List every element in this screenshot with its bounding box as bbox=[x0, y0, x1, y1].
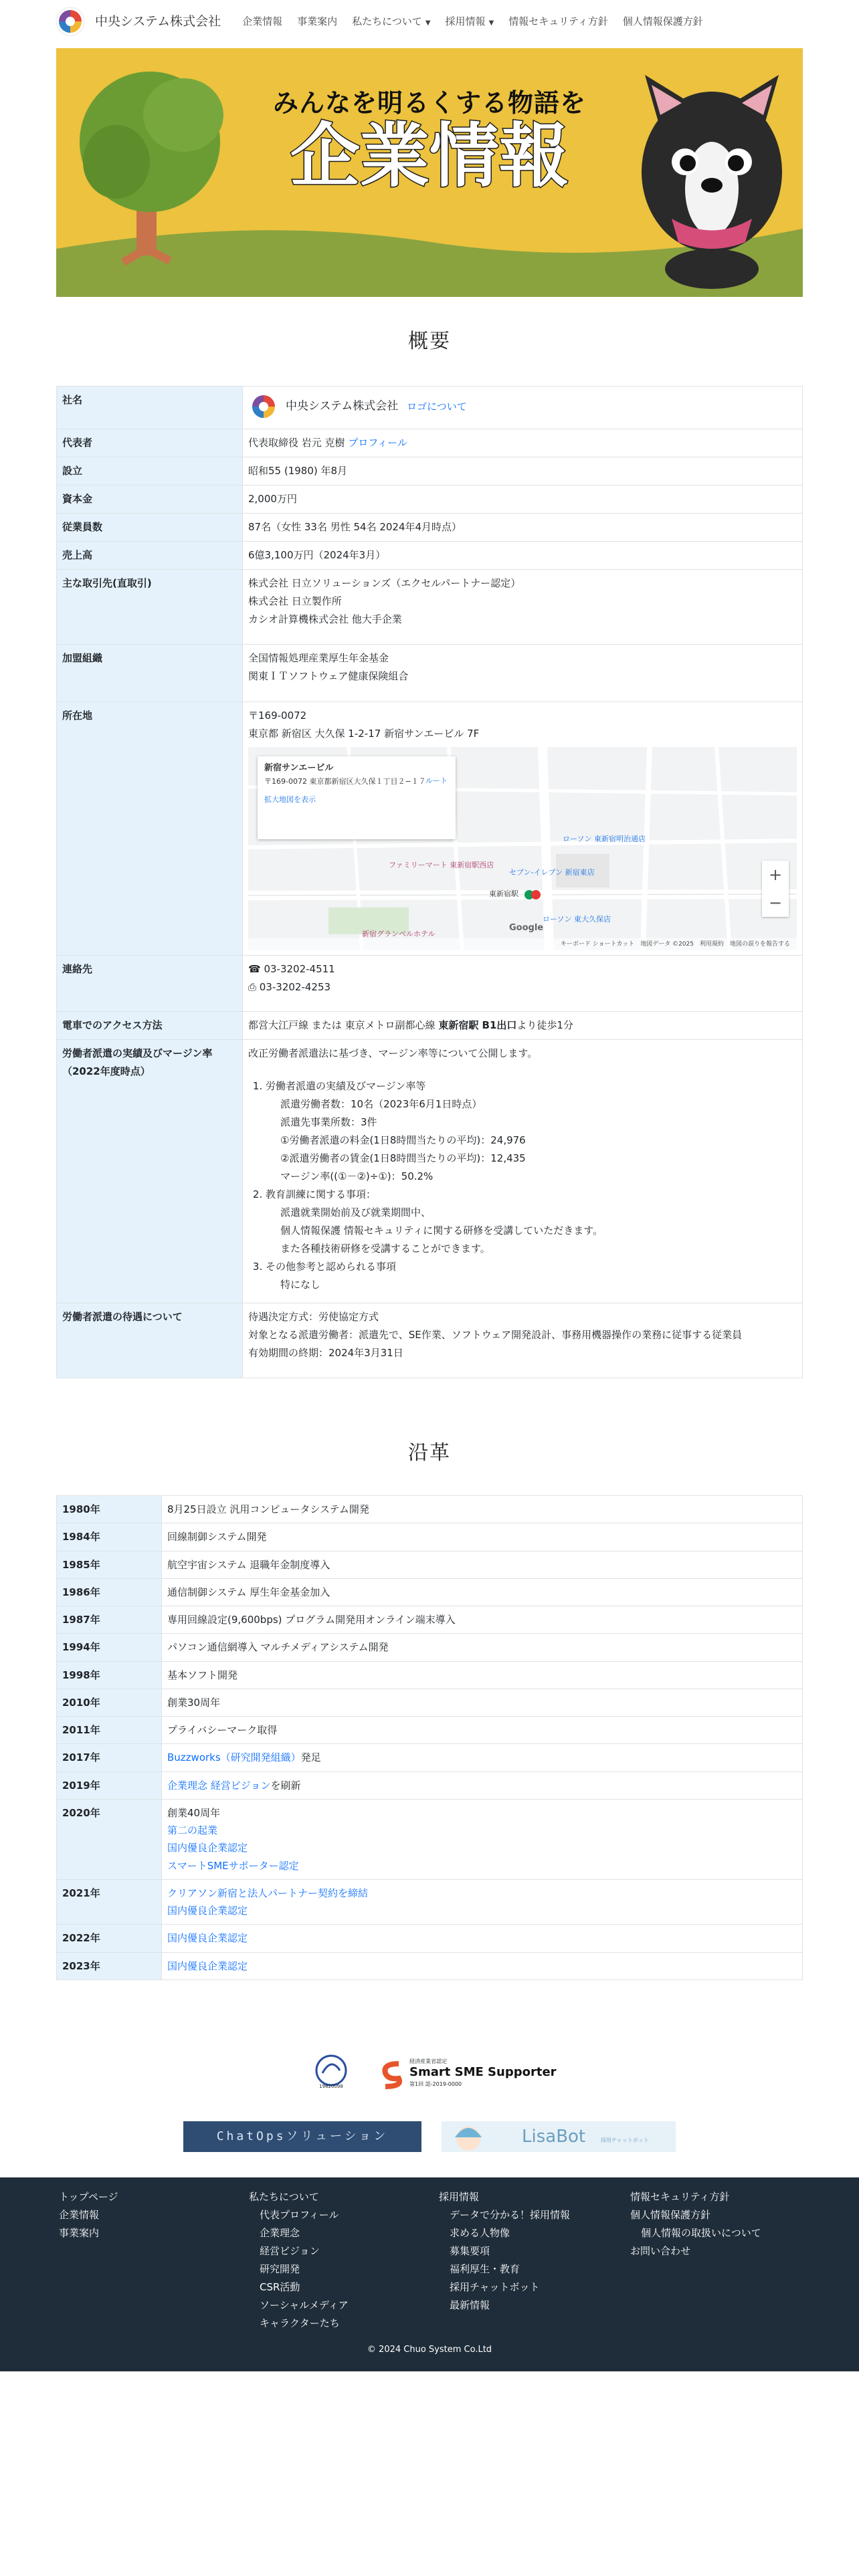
history-item bbox=[167, 1777, 797, 1794]
row-label: 設立 bbox=[57, 457, 243, 486]
sme-sub-text: 第1回 認-2019-0000 bbox=[409, 2081, 462, 2087]
history-row bbox=[57, 1925, 803, 1952]
footer-link[interactable]: 研究開発 bbox=[260, 2263, 300, 2275]
history-year: 1994年 bbox=[57, 1634, 162, 1661]
map-label bbox=[389, 861, 494, 870]
treatment-line: 待遇決定方式：労使協定方式 bbox=[248, 1311, 379, 1323]
footer-link[interactable]: 経営ビジョン bbox=[260, 2245, 320, 2257]
history-row bbox=[57, 1772, 803, 1799]
history-row bbox=[57, 1689, 803, 1716]
history-body bbox=[57, 1496, 803, 1980]
nav-business[interactable] bbox=[297, 13, 337, 31]
map-attribution[interactable]: キーボード ショートカット 地図データ ©2025 利用規約 地図の誤りを報告する bbox=[248, 938, 797, 950]
list-head: 教育訓練に関する事項： bbox=[266, 1188, 377, 1200]
row-value: 6億3,100万円（2024年3月） bbox=[243, 542, 803, 570]
row-label: 労働者派遣の待遇について bbox=[57, 1303, 243, 1378]
list-line: 派遣労働者数：10名（2023年6月1日時点） bbox=[280, 1098, 482, 1110]
lisabot-character-icon bbox=[448, 2121, 488, 2152]
lisabot-title: LisaBot bbox=[522, 2127, 586, 2147]
footer-col-1 bbox=[59, 2188, 118, 2242]
nav-label: 情報セキュリティ方針 bbox=[508, 15, 608, 27]
caret-down-icon: ▼ bbox=[425, 19, 431, 27]
history-year: 1986年 bbox=[57, 1578, 162, 1606]
footer-col-2 bbox=[249, 2188, 349, 2333]
table-row bbox=[57, 486, 803, 514]
profile-link[interactable]: プロフィール bbox=[348, 437, 407, 449]
history-link[interactable]: 企業理念 経営ビジョン bbox=[167, 1779, 271, 1792]
history-event bbox=[162, 1661, 803, 1689]
table-row bbox=[57, 1303, 803, 1378]
history-text: パソコン通信網導入 マルチメディアシステム開発 bbox=[167, 1641, 389, 1654]
history-table bbox=[56, 1495, 803, 1980]
history-event bbox=[162, 1799, 803, 1879]
nav-label: 採用情報 bbox=[445, 15, 486, 27]
table-row bbox=[57, 387, 803, 429]
list-line: また各種技術研修を受講することができます。 bbox=[280, 1243, 490, 1255]
row-value bbox=[243, 1303, 803, 1378]
privacy-mark-badge[interactable] bbox=[310, 2053, 352, 2095]
service-banners bbox=[0, 2121, 859, 2153]
history-item bbox=[167, 1638, 797, 1656]
table-row bbox=[57, 1040, 803, 1303]
lisabot-banner[interactable] bbox=[442, 2121, 676, 2152]
history-year: 1980年 bbox=[57, 1496, 162, 1523]
hero-title-text: 企業情報 bbox=[290, 115, 569, 197]
company-logo-icon bbox=[248, 391, 279, 422]
history-event bbox=[162, 1717, 803, 1744]
map-label: 新宿グランベルホテル bbox=[362, 930, 436, 938]
history-item bbox=[167, 1721, 797, 1739]
footer-link[interactable]: 採用チャットボット bbox=[450, 2281, 540, 2293]
history-year: 2019年 bbox=[57, 1772, 162, 1799]
history-link[interactable]: 国内優良企業認定 bbox=[167, 1842, 248, 1854]
history-row bbox=[57, 1717, 803, 1744]
nav-recruit-dropdown[interactable] bbox=[446, 13, 494, 31]
history-text: 回線制御システム開発 bbox=[167, 1531, 267, 1543]
history-text: 創業30周年 bbox=[167, 1696, 221, 1709]
history-link[interactable]: Buzzworks（研究開発組織） bbox=[167, 1751, 301, 1764]
hero-title bbox=[56, 115, 803, 197]
history-year: 2017年 bbox=[57, 1744, 162, 1772]
history-text: 通信制御システム 厚生年金基金加入 bbox=[167, 1586, 330, 1598]
company-name: 中央システム株式会社 bbox=[286, 399, 399, 413]
row-label: 代表者 bbox=[57, 429, 243, 457]
history-year: 1987年 bbox=[57, 1606, 162, 1634]
history-item bbox=[167, 1839, 797, 1856]
history-year: 2010年 bbox=[57, 1689, 162, 1716]
row-value: 昭和55 (1980) 年8月 bbox=[243, 457, 803, 486]
org-item: 関東ＩＴソフトウェア健康保険組合 bbox=[248, 670, 409, 682]
history-event bbox=[162, 1578, 803, 1606]
nav-company-info[interactable] bbox=[242, 13, 282, 31]
logo-about-link[interactable]: ロゴについて bbox=[407, 400, 467, 413]
history-link[interactable]: クリアソン新宿と法人パートナー契約を締結 bbox=[167, 1887, 369, 1899]
history-item bbox=[167, 1957, 797, 1975]
history-row bbox=[57, 1606, 803, 1634]
row-label: 社名 bbox=[57, 387, 243, 429]
access-station: 東新宿駅 B1出口 bbox=[438, 1019, 517, 1031]
org-item: 全国情報処理産業厚生年金基金 bbox=[248, 652, 389, 664]
list-item bbox=[266, 1258, 797, 1294]
sme-small-text: 経済産業省認定 bbox=[409, 2058, 447, 2064]
footer-link[interactable]: 福利厚生・教育 bbox=[450, 2263, 520, 2275]
history-year: 1998年 bbox=[57, 1661, 162, 1689]
map-label: ローソン 東大久保店 bbox=[543, 915, 611, 924]
history-link[interactable]: スマートSMEサポーター認定 bbox=[167, 1859, 299, 1872]
history-item bbox=[167, 1667, 797, 1684]
table-row bbox=[57, 514, 803, 542]
history-row bbox=[57, 1634, 803, 1661]
list-line: ②派遣労働者の賃金(1日8時間当たりの平均)：12,435 bbox=[280, 1152, 526, 1164]
history-item bbox=[167, 1749, 797, 1766]
certification-badges bbox=[0, 2052, 859, 2096]
row-value bbox=[243, 570, 803, 645]
history-event bbox=[162, 1689, 803, 1716]
overview-heading: 概要 bbox=[408, 330, 451, 353]
nav-privacy-policy[interactable] bbox=[623, 13, 703, 31]
fax-line bbox=[248, 978, 797, 996]
access-text: 都営大江戸線 または 東京メトロ副都心線 bbox=[248, 1019, 439, 1031]
table-row bbox=[57, 645, 803, 702]
history-year: 2023年 bbox=[57, 1952, 162, 1979]
history-event bbox=[162, 1744, 803, 1772]
row-label: 従業員数 bbox=[57, 514, 243, 542]
list-item bbox=[266, 1077, 797, 1186]
row-value bbox=[243, 645, 803, 702]
postal-code: 〒169-0072 bbox=[248, 710, 307, 722]
map-enlarge-link[interactable]: 拡大地図を表示 bbox=[264, 795, 316, 804]
footer-col-4 bbox=[630, 2188, 761, 2260]
history-event bbox=[162, 1496, 803, 1523]
history-link[interactable]: 第二の起業 bbox=[167, 1824, 218, 1836]
list-line: 特になし bbox=[280, 1279, 321, 1291]
treatment-line: 対象となる派遣労働者：派遣先で、SE作業、ソフトウェア開発設計、事務用機器操作の業務に従事する従業員 bbox=[248, 1329, 743, 1341]
company-name-cell bbox=[243, 387, 803, 429]
table-row bbox=[57, 542, 803, 570]
row-label: 主な取引先(直取引) bbox=[57, 570, 243, 645]
map-label: ローソン 東新宿明治通店 bbox=[563, 835, 646, 843]
history-event bbox=[162, 1879, 803, 1925]
nav-label: 企業情報 bbox=[242, 15, 283, 27]
footer-link[interactable]: 企業理念 bbox=[260, 2227, 300, 2239]
footer-link-recruit[interactable]: 採用情報 bbox=[439, 2191, 480, 2203]
footer-link[interactable]: ソーシャルメディア bbox=[260, 2299, 349, 2311]
list-item bbox=[266, 1186, 797, 1258]
footer-col-3 bbox=[439, 2188, 570, 2315]
row-value: 87名（女性 33名 男性 54名 2024年4月時点） bbox=[243, 514, 803, 542]
history-item bbox=[167, 1528, 797, 1545]
client-item: 株式会社 日立製作所 bbox=[248, 595, 342, 607]
history-year: 1984年 bbox=[57, 1523, 162, 1551]
row-value bbox=[243, 956, 803, 1012]
footer-link[interactable]: 求める人物像 bbox=[450, 2227, 510, 2239]
footer-link-security[interactable]: 情報セキュリティ方針 bbox=[630, 2191, 730, 2203]
history-item bbox=[167, 1584, 797, 1601]
history-row bbox=[57, 1551, 803, 1578]
sme-title: Smart SME Supporter bbox=[409, 2065, 557, 2079]
history-text: 発足 bbox=[300, 1751, 321, 1764]
row-value bbox=[243, 1040, 803, 1303]
history-item bbox=[167, 1929, 797, 1947]
list-head: 労働者派遣の実績及びマージン率等 bbox=[266, 1080, 426, 1092]
google-logo: Google bbox=[509, 922, 544, 933]
history-year: 1985年 bbox=[57, 1551, 162, 1578]
history-year: 2020年 bbox=[57, 1799, 162, 1879]
map-place-address: 〒169-0072 東京都新宿区大久保１丁目２−１７ bbox=[264, 776, 426, 786]
history-item bbox=[167, 1804, 797, 1822]
map-label: セブン-イレブン 新宿東店 bbox=[509, 868, 595, 877]
chatops-banner[interactable]: ChatOpsソリューション bbox=[183, 2121, 421, 2152]
history-row bbox=[57, 1744, 803, 1772]
history-text: 基本ソフト開発 bbox=[167, 1669, 238, 1681]
nav-about-dropdown[interactable] bbox=[352, 13, 430, 31]
history-item bbox=[167, 1501, 797, 1518]
history-text: 創業40周年 bbox=[167, 1806, 221, 1819]
row-label: 加盟組織 bbox=[57, 645, 243, 702]
history-event bbox=[162, 1634, 803, 1661]
row-value bbox=[243, 702, 803, 956]
list-line: ①労働者派遣の料金(1日8時間当たりの平均)：24,976 bbox=[280, 1134, 526, 1146]
history-heading: 沿革 bbox=[408, 1441, 451, 1465]
map-place-name: 新宿サンエービル bbox=[264, 763, 334, 773]
table-row bbox=[57, 570, 803, 645]
overview-table bbox=[56, 386, 803, 1378]
row-label: 連絡先 bbox=[57, 956, 243, 1012]
site-footer bbox=[0, 2177, 859, 2371]
address-line: 東京都 新宿区 大久保 1-2-17 新宿サンエービル 7F bbox=[248, 728, 480, 740]
history-row bbox=[57, 1661, 803, 1689]
row-label: 資本金 bbox=[57, 486, 243, 514]
history-row bbox=[57, 1799, 803, 1879]
history-item bbox=[167, 1822, 797, 1839]
table-row bbox=[57, 1012, 803, 1040]
history-event bbox=[162, 1523, 803, 1551]
list-line: 個人情報保護 情報セキュリティに関する研修を受講していただきます。 bbox=[280, 1224, 603, 1237]
history-link[interactable]: 国内優良企業認定 bbox=[167, 1959, 248, 1972]
brand-link[interactable] bbox=[55, 6, 221, 37]
history-event bbox=[162, 1925, 803, 1952]
fax-icon: ⎙ bbox=[248, 981, 260, 993]
map-route-button[interactable]: ルート bbox=[425, 776, 448, 785]
row-label: 電車でのアクセス方法 bbox=[57, 1012, 243, 1040]
caret-down-icon: ▼ bbox=[488, 19, 494, 27]
nav-label: 個人情報保護方針 bbox=[622, 15, 703, 27]
table-row bbox=[57, 702, 803, 956]
footer-link-top[interactable]: トップページ bbox=[59, 2191, 118, 2203]
table-row bbox=[57, 457, 803, 486]
list-line: 派遣就業開始前及び就業期間中、 bbox=[280, 1206, 432, 1218]
representative-name: 代表取締役 岩元 克樹 bbox=[248, 437, 345, 449]
history-item bbox=[167, 1694, 797, 1711]
history-row bbox=[57, 1578, 803, 1606]
footer-link-business[interactable]: 事業案内 bbox=[59, 2227, 100, 2239]
history-link[interactable]: 国内優良企業認定 bbox=[167, 1905, 248, 1917]
history-item bbox=[167, 1556, 797, 1574]
list-line: 派遣先事業所数：3件 bbox=[280, 1116, 377, 1128]
history-item bbox=[167, 1611, 797, 1628]
history-event bbox=[162, 1551, 803, 1578]
row-label: 労働者派遣の実績及びマージン率（2022年度時点） bbox=[57, 1040, 243, 1303]
phone-icon: ☎ bbox=[248, 963, 264, 975]
zoom-in-icon[interactable]: + bbox=[768, 865, 783, 884]
footer-link-company[interactable]: 企業情報 bbox=[59, 2209, 100, 2221]
history-text: 専用回線設定(9,600bps) プログラム開発用オンライン端末導入 bbox=[167, 1614, 456, 1626]
row-value bbox=[243, 1012, 803, 1040]
history-row bbox=[57, 1496, 803, 1523]
map-label-text: ファミリーマート 東新宿駅西店 bbox=[389, 861, 494, 869]
table-row bbox=[57, 956, 803, 1012]
nav-security-policy[interactable] bbox=[508, 13, 608, 31]
history-text: プライバシーマーク取得 bbox=[167, 1724, 278, 1736]
history-event bbox=[162, 1606, 803, 1634]
nav-label: 事業案内 bbox=[297, 15, 338, 27]
footer-link[interactable]: 代表プロフィール bbox=[260, 2209, 339, 2221]
copyright: © 2024 Chuo System Co.Ltd bbox=[367, 2345, 492, 2355]
list-head: その他参考と認められる事項 bbox=[266, 1261, 397, 1273]
footer-link[interactable]: 最新情報 bbox=[450, 2299, 490, 2311]
row-label: 売上高 bbox=[57, 542, 243, 570]
row-label: 所在地 bbox=[57, 702, 243, 956]
history-year: 2022年 bbox=[57, 1925, 162, 1952]
history-year: 2011年 bbox=[57, 1717, 162, 1744]
history-text: を刷新 bbox=[270, 1779, 301, 1792]
google-map[interactable] bbox=[248, 747, 797, 950]
dispatch-intro: 改正労働者派遣法に基づき、マージン率等について公開します。 bbox=[248, 1047, 538, 1059]
hero-tagline: みんなを明るくする物語を bbox=[272, 88, 586, 118]
history-event bbox=[162, 1952, 803, 1979]
hero-banner bbox=[56, 48, 803, 297]
footer-link-contact[interactable]: お問い合わせ bbox=[630, 2245, 691, 2257]
footer-link-privacy[interactable]: 個人情報保護方針 bbox=[630, 2209, 711, 2221]
row-value: 2,000万円 bbox=[243, 486, 803, 514]
brand-name: 中央システム株式会社 bbox=[95, 13, 221, 29]
company-logo-icon bbox=[55, 6, 86, 37]
table-row bbox=[57, 429, 803, 457]
dispatch-list bbox=[266, 1077, 797, 1294]
map-zoom-control[interactable] bbox=[762, 861, 789, 917]
nav-label: 私たちについて bbox=[352, 15, 422, 27]
history-year: 2021年 bbox=[57, 1879, 162, 1925]
footer-link[interactable]: キャラクターたち bbox=[260, 2317, 340, 2329]
footer-link[interactable]: CSR活動 bbox=[260, 2281, 300, 2293]
history-row bbox=[57, 1879, 803, 1925]
treatment-line: 有効期間の終期：2024年3月31日 bbox=[248, 1347, 403, 1359]
footer-link[interactable]: データで分かる！採用情報 bbox=[450, 2209, 571, 2221]
tel-number[interactable]: 03-3202-4511 bbox=[264, 963, 335, 975]
smart-sme-badge[interactable] bbox=[379, 2058, 557, 2092]
map-label: 東新宿駅 bbox=[489, 889, 518, 898]
history-text: 8月25日設立 汎用コンピュータシステム開発 bbox=[167, 1503, 369, 1515]
access-text: より徒歩1分 bbox=[516, 1019, 573, 1031]
sme-logo-icon bbox=[379, 2060, 405, 2089]
zoom-out-icon[interactable]: − bbox=[768, 893, 783, 912]
client-item: 株式会社 日立ソリューションズ（エクセルパートナー認定） bbox=[248, 577, 521, 589]
history-text: 航空宇宙システム 退職年金制度導入 bbox=[167, 1558, 330, 1571]
tel-line bbox=[248, 960, 797, 978]
privacy-mark-number: 19620098 bbox=[319, 2084, 343, 2089]
top-navbar bbox=[0, 0, 859, 43]
fax-number: 03-3202-4253 bbox=[259, 981, 331, 993]
footer-link[interactable]: 募集要項 bbox=[450, 2245, 490, 2257]
history-item bbox=[167, 1857, 797, 1874]
row-value bbox=[243, 429, 803, 457]
history-item bbox=[167, 1902, 797, 1919]
client-item: カシオ計算機株式会社 他大手企業 bbox=[248, 613, 402, 625]
footer-link-personal-info[interactable]: 個人情報の取扱いについて bbox=[641, 2227, 761, 2239]
map-info-card bbox=[258, 756, 456, 839]
history-row bbox=[57, 1523, 803, 1551]
history-link[interactable]: 国内優良企業認定 bbox=[167, 1932, 248, 1945]
lisabot-sub: 採用チャットボット bbox=[601, 2137, 649, 2143]
list-line: マージン率((①－②)÷①)：50.2% bbox=[280, 1170, 434, 1182]
history-row bbox=[57, 1952, 803, 1979]
history-item bbox=[167, 1885, 797, 1902]
history-event bbox=[162, 1772, 803, 1799]
footer-link-about[interactable]: 私たちについて bbox=[249, 2191, 319, 2203]
